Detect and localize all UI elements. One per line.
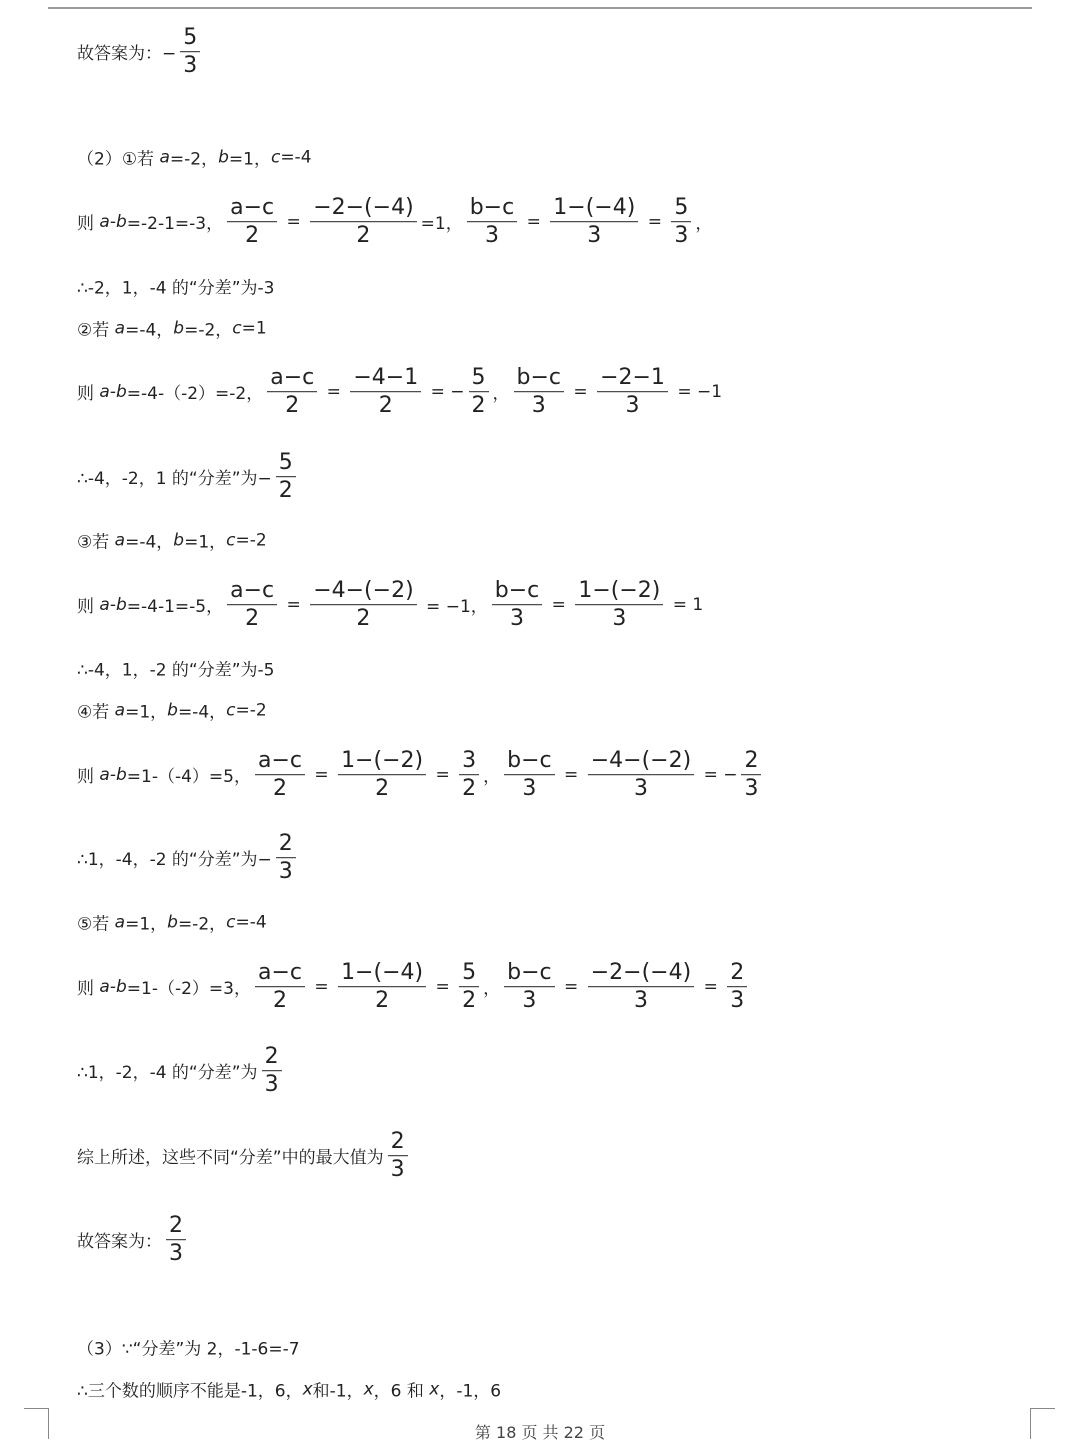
denominator: 3: [183, 53, 198, 79]
denominator: 3: [744, 776, 759, 802]
numerator: 5: [276, 450, 296, 477]
text-run: =-4-（-2）=-2，: [126, 384, 264, 405]
text-run: =: [546, 595, 572, 615]
text-run: ∴-4，1，-2 的“分差”为-5: [77, 660, 275, 681]
text-run: 则: [77, 767, 100, 788]
numerator: 5: [671, 195, 691, 222]
text-run: 和-1，: [312, 1381, 364, 1402]
variable: b: [115, 382, 127, 402]
text-run: =-2，: [169, 149, 219, 170]
text-run: = 1: [667, 595, 704, 615]
text-run: =-4，: [177, 702, 227, 723]
variable: b: [167, 912, 178, 932]
variable: b: [115, 977, 127, 997]
text-run: =-2: [235, 700, 267, 720]
numerator: b−c: [504, 960, 555, 987]
text-run: =-4: [235, 912, 267, 932]
fraction: [550, 195, 638, 249]
denominator: 2: [356, 223, 371, 249]
text-line: [77, 316, 267, 341]
fraction: [504, 960, 555, 1014]
numerator: 5: [459, 960, 479, 987]
text-run: = −: [698, 765, 738, 785]
variable: c: [226, 530, 236, 550]
text-run: =: [521, 212, 547, 232]
denominator: 2: [245, 223, 260, 249]
text-run: ，: [695, 214, 713, 235]
fraction: [255, 960, 305, 1014]
fraction: [459, 748, 479, 802]
fraction: [575, 578, 663, 632]
text-run: ∴-2，1，-4 的“分差”为-3: [77, 278, 275, 299]
text-line: [77, 145, 312, 170]
denominator: 2: [356, 606, 371, 632]
text-run: =: [309, 765, 335, 785]
text-run: =: [642, 212, 668, 232]
denominator: 3: [633, 776, 648, 802]
text-run: -: [109, 765, 116, 785]
text-run: =: [309, 977, 335, 997]
variable: a: [99, 765, 110, 785]
numerator: a−c: [255, 960, 305, 987]
variable: c: [226, 912, 236, 932]
variable: a: [114, 912, 126, 932]
numerator: a−c: [267, 365, 317, 392]
variable: a: [99, 977, 110, 997]
fraction: [492, 578, 543, 632]
text-line: [77, 1044, 286, 1098]
denominator: 2: [272, 776, 287, 802]
text-line: [77, 748, 765, 802]
fraction: [597, 365, 668, 419]
variable: c: [232, 318, 242, 338]
fraction: [227, 195, 277, 249]
fraction: [255, 748, 305, 802]
text-run: =: [321, 382, 347, 402]
text-run: -: [109, 382, 116, 402]
text-run: =-4，: [125, 320, 174, 341]
variable: c: [270, 147, 281, 167]
text-line: [77, 831, 300, 885]
text-run: ，-1，6: [439, 1381, 502, 1402]
text-line: [77, 450, 300, 504]
fraction: [310, 195, 416, 249]
fraction: [671, 195, 691, 249]
denominator: 3: [674, 223, 689, 249]
text-run: -: [109, 212, 116, 232]
numerator: b−c: [492, 578, 543, 605]
denominator: 3: [510, 606, 525, 632]
numerator: 2: [166, 1213, 186, 1240]
denominator: 3: [522, 776, 537, 802]
fraction: [469, 365, 489, 419]
numerator: a−c: [255, 748, 305, 775]
text-run: = −1: [671, 382, 723, 402]
fraction: [338, 748, 426, 802]
denominator: 3: [531, 393, 546, 419]
numerator: 5: [180, 25, 200, 52]
text-line: [77, 195, 712, 249]
fraction: [741, 748, 761, 802]
text-run: =1-（-2）=3，: [126, 979, 251, 1000]
fraction: [262, 1044, 282, 1098]
numerator: 2: [741, 748, 761, 775]
variable: b: [173, 318, 185, 338]
denominator: 3: [625, 393, 640, 419]
text-run: 则: [77, 214, 100, 235]
text-run: =1，: [125, 914, 168, 935]
denominator: 2: [285, 393, 300, 419]
text-run: ，6 和: [373, 1381, 430, 1402]
variable: b: [167, 700, 178, 720]
denominator: 2: [378, 393, 393, 419]
text-run: 则: [77, 979, 100, 1000]
denominator: 2: [462, 988, 477, 1014]
variable: a: [114, 318, 126, 338]
denominator: 3: [278, 859, 293, 885]
text-run: ∴1，-4，-2 的“分差”为−: [77, 850, 272, 871]
text-run: 综上所述，这些不同“分差”中的最大值为: [77, 1148, 384, 1169]
text-run: =-4，: [125, 532, 174, 553]
text-run: ②若: [77, 320, 115, 341]
text-run: ③若: [77, 532, 115, 553]
text-run: ∴1，-2，-4 的“分差”为: [77, 1063, 258, 1084]
page-top-border: [48, 7, 1032, 9]
fraction: [727, 960, 747, 1014]
text-line: [77, 960, 751, 1014]
text-run: =1，: [420, 214, 463, 235]
text-run: ，: [492, 384, 510, 405]
text-run: =: [430, 765, 456, 785]
text-run: =-2-1=-3，: [126, 214, 224, 235]
text-run: 则: [77, 597, 100, 618]
numerator: 2: [262, 1044, 282, 1071]
fraction: [166, 1213, 186, 1267]
variable: x: [363, 1379, 374, 1399]
denominator: 2: [245, 606, 260, 632]
fraction: [276, 450, 296, 504]
denominator: 3: [587, 223, 602, 249]
text-run: （3）∵“分差”为 2，-1-6=-7: [77, 1339, 300, 1360]
variable: b: [115, 595, 127, 615]
numerator: −2−1: [597, 365, 668, 392]
text-run: -: [109, 595, 116, 615]
numerator: 1−(−2): [575, 578, 663, 605]
numerator: b−c: [467, 195, 518, 222]
numerator: 1−(−2): [338, 748, 426, 775]
fraction: [227, 578, 277, 632]
numerator: −2−(−4): [310, 195, 416, 222]
variable: x: [302, 1379, 313, 1399]
text-run: =1: [241, 318, 267, 338]
text-line: [77, 1335, 300, 1360]
numerator: 3: [459, 748, 479, 775]
text-line: [77, 910, 267, 935]
numerator: a−c: [227, 195, 277, 222]
text-line: [77, 274, 275, 299]
variable: c: [226, 700, 236, 720]
variable: a: [99, 595, 110, 615]
denominator: 2: [375, 776, 390, 802]
text-line: [77, 1213, 190, 1267]
numerator: 1−(−4): [338, 960, 426, 987]
text-run: 则: [77, 384, 100, 405]
text-run: -: [109, 977, 116, 997]
denominator: 3: [730, 988, 745, 1014]
denominator: 2: [375, 988, 390, 1014]
variable: a: [99, 382, 110, 402]
text-run: =: [281, 212, 307, 232]
variable: b: [115, 765, 127, 785]
denominator: 3: [169, 1241, 183, 1267]
text-run: =1-（-4）=5，: [126, 767, 251, 788]
denominator: 3: [264, 1072, 279, 1098]
fraction: [588, 960, 694, 1014]
text-run: =-2: [235, 530, 267, 550]
text-run: ，: [483, 767, 501, 788]
variable: b: [218, 147, 229, 167]
text-run: ，: [483, 979, 501, 1000]
denominator: 2: [272, 988, 287, 1014]
text-run: ∴-4，-2，1 的“分差”为−: [77, 469, 272, 490]
text-line: [77, 1129, 412, 1183]
text-run: =: [558, 765, 584, 785]
fraction: [350, 365, 421, 419]
text-line: [77, 1377, 501, 1402]
variable: a: [159, 147, 170, 167]
numerator: 2: [727, 960, 747, 987]
fraction: [467, 195, 518, 249]
text-run: =-4: [280, 147, 312, 167]
text-run: ⑤若: [77, 914, 115, 935]
fraction: [459, 960, 479, 1014]
text-run: ∴三个数的顺序不能是-1，6，: [77, 1381, 303, 1402]
numerator: −4−1: [350, 365, 421, 392]
text-run: =: [698, 977, 724, 997]
fraction: [276, 831, 296, 885]
denominator: 2: [462, 776, 477, 802]
text-line: [77, 528, 267, 553]
variable: b: [115, 212, 127, 232]
fraction: [504, 748, 555, 802]
variable: a: [114, 530, 126, 550]
fraction: [514, 365, 565, 419]
denominator: 2: [471, 393, 486, 419]
fraction: [267, 365, 317, 419]
fraction: [180, 25, 200, 79]
fraction: [338, 960, 426, 1014]
text-run: =-2，: [184, 320, 233, 341]
denominator: 3: [633, 988, 648, 1014]
numerator: −2−(−4): [588, 960, 694, 987]
numerator: 2: [276, 831, 296, 858]
fraction: [310, 578, 416, 632]
text-run: （2）①若: [77, 149, 160, 170]
text-line: [77, 365, 722, 419]
text-run: =1，: [125, 702, 168, 723]
fraction: [388, 1129, 408, 1183]
numerator: 5: [469, 365, 489, 392]
numerator: 1−(−4): [550, 195, 638, 222]
text-run: =: [281, 595, 307, 615]
numerator: b−c: [514, 365, 565, 392]
text-line: [77, 698, 267, 723]
text-run: = −: [425, 382, 465, 402]
text-run: =-2，: [177, 914, 227, 935]
variable: a: [114, 700, 126, 720]
numerator: b−c: [504, 748, 555, 775]
text-run: 故答案为：: [77, 1232, 162, 1253]
text-line: [77, 25, 204, 79]
text-run: = −1，: [420, 597, 488, 618]
variable: x: [429, 1379, 440, 1399]
text-run: =1，: [184, 532, 227, 553]
denominator: 3: [612, 606, 627, 632]
text-run: =: [568, 382, 594, 402]
text-line: [77, 578, 703, 632]
numerator: 2: [388, 1129, 408, 1156]
variable: b: [173, 530, 185, 550]
text-run: =: [430, 977, 456, 997]
fraction: [588, 748, 694, 802]
page-footer: 第 18 页 共 22 页: [474, 1423, 606, 1442]
text-line: [77, 656, 275, 681]
numerator: a−c: [227, 578, 277, 605]
variable: a: [99, 212, 110, 232]
numerator: −4−(−2): [588, 748, 694, 775]
text-run: ④若: [77, 702, 115, 723]
denominator: 3: [484, 223, 499, 249]
text-run: 故答案为：−: [77, 44, 177, 65]
denominator: 3: [390, 1157, 405, 1183]
text-run: =: [558, 977, 584, 997]
numerator: −4−(−2): [310, 578, 416, 605]
denominator: 2: [278, 478, 293, 504]
denominator: 3: [522, 988, 537, 1014]
text-run: =-4-1=-5，: [126, 597, 224, 618]
text-run: =1，: [228, 149, 271, 170]
